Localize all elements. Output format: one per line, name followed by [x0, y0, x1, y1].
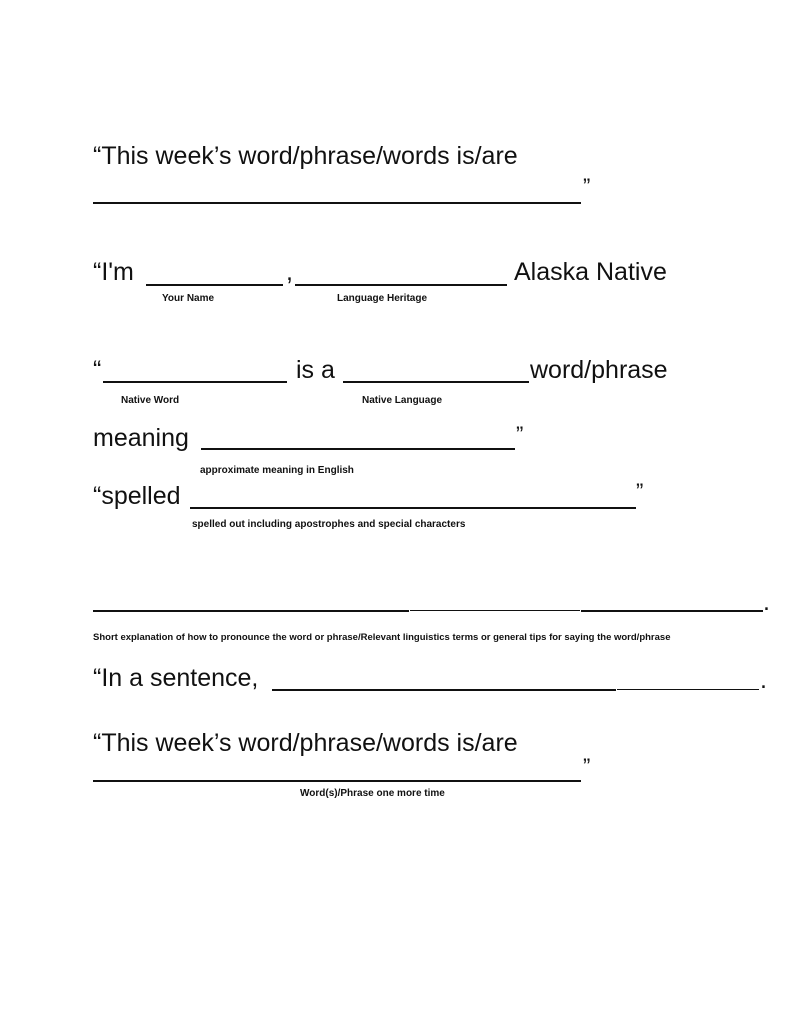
pronunciation-period: .: [763, 588, 770, 616]
im-label: “I'm: [93, 258, 134, 286]
open-quote: “: [93, 356, 102, 384]
spelled-quote-close: ”: [636, 479, 644, 504]
in-a-sentence-label: “In a sentence,: [93, 664, 259, 692]
intro-heading: “This week’s word/phrase/words is/are: [93, 142, 518, 170]
pronunciation-blank-3[interactable]: [581, 610, 763, 612]
native-word-blank[interactable]: [103, 381, 287, 383]
native-language-caption: Native Language: [362, 395, 443, 406]
name-caption: Your Name: [162, 293, 215, 304]
meaning-label: meaning: [93, 424, 189, 452]
meaning-blank[interactable]: [201, 448, 515, 450]
sentence-period: .: [760, 666, 767, 694]
alaska-native-label: Alaska Native: [514, 258, 667, 286]
sentence-blank-1[interactable]: [272, 689, 616, 691]
pronunciation-blank-2[interactable]: [410, 610, 580, 611]
closing-quote: ”: [583, 754, 591, 779]
quote-close: ”: [583, 174, 591, 199]
is-a-label: is a: [296, 356, 335, 384]
pronunciation-blank-1[interactable]: [93, 610, 409, 612]
comma: ,: [286, 258, 293, 286]
pronunciation-caption: Short explanation of how to pronounce the word or phrase/Relevant linguistics terms or general tips for saying the word/phrase: [93, 632, 671, 643]
spelling-blank[interactable]: [190, 507, 636, 509]
spelling-caption: spelled out including apostrophes and special characters: [192, 519, 466, 530]
heritage-blank[interactable]: [295, 284, 507, 286]
meaning-quote-close: ”: [516, 422, 524, 447]
sentence-blank-2[interactable]: [617, 689, 759, 690]
native-word-caption: Native Word: [121, 395, 180, 406]
word-phrase-label: word/phrase: [530, 356, 668, 384]
closing-word-blank[interactable]: [93, 780, 581, 782]
spelled-label: “spelled: [93, 482, 181, 510]
closing-heading: “This week’s word/phrase/words is/are: [93, 729, 518, 757]
meaning-caption: approximate meaning in English: [200, 465, 354, 476]
word-blank[interactable]: [93, 202, 581, 204]
name-blank[interactable]: [146, 284, 283, 286]
heritage-caption: Language Heritage: [337, 293, 428, 304]
closing-caption: Word(s)/Phrase one more time: [300, 788, 445, 799]
native-language-blank[interactable]: [343, 381, 529, 383]
